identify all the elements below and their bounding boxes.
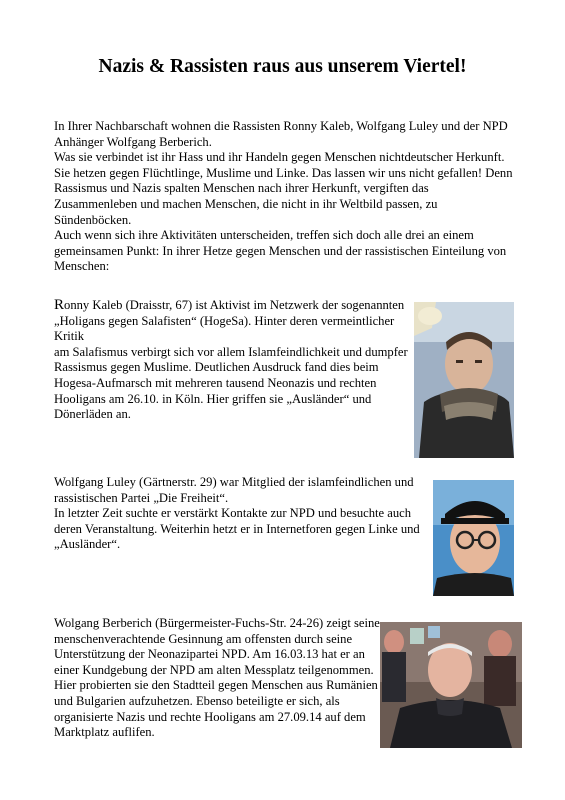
person-text: am Salafismus verbirgt sich vor allem Islamfeindlichkeit und dumpfer Rassismus gegen Muslime. Deutlichen Ausdruck fand dies beim Hogesa-Aufmarsch mit mehreren tausend Neonazis und rechten Hooligans am 26.10. in Köln. Hier griffen sie „Ausländer“ und Dönerläden an. (54, 344, 408, 422)
intro-paragraph: Auch wenn sich ihre Aktivitäten unterscheiden, treffen sich doch alle drei an einem gemeinsamen Punkt: In ihrer Hetze gegen Menschen und der rassistischen Einteilung von Menschen: (54, 228, 507, 274)
person-text-part: onny Kaleb (Draisstr, 67) ist Aktivist im Netzwerk der sogenannten „Holigans gegen Salafisten“ (HogeSa). Hinter deren vermeintlicher Kritik (54, 298, 405, 344)
photo-luley (433, 480, 514, 596)
person-text: In letzter Zeit suchte er verstärkt Kontakte zur NPD und besuchte auch deren Veranstaltung. Weiterhin hetzt er in Internetforen gegen Linke und „Ausländer“. (54, 506, 420, 552)
intro-paragraph: Was sie verbindet ist ihr Hass und ihr Handeln gegen Menschen nichtdeutscher Herkunft. Sie hetzen gegen Flüchtlinge, Muslime und Linke. Das lassen wir uns nicht gefallen! Denn Rassismus und Nazis spalten Menschen nach ihrer Herkunft, vergiften das Zusammenleben und machen Menschen, die nicht in ihr Weltbild passen, zu Sündenböcken. (54, 150, 513, 227)
photo-kaleb (414, 302, 514, 458)
person-text: Wolgang Berberich (Bürgermeister-Fuchs-Str. 24-26) zeigt seine menschenverachtende Gesinnung am offensten durch seine Unterstützung der Neonazipartei NPD. Am 16.03.13 hat er an einer Kundgebung der NPD am alten Messplatz teilgenommen. Hier probierten sie den Stadtteil gegen Menschen aus Rumänien und Bulgarien aufzuhetzen. Ebenso beteiligte er sich, als organisierte Nazis und rechte Hooligans am 27.09.14 auf dem Marktplatz auflifen. (54, 616, 380, 740)
person-section-berberich (54, 616, 384, 741)
person-text: Wolfgang Luley (Gärtnerstr. 29) war Mitglied der islamfeindlichen und rassistischen Partei „Die Freiheit“. (54, 475, 414, 505)
page-title: Nazis & Rassisten raus aus unserem Viertel! (98, 56, 467, 77)
photo-berberich (380, 622, 522, 748)
person-section-luley (54, 475, 420, 553)
intro-paragraph: In Ihrer Nachbarschaft wohnen die Rassisten Ronny Kaleb, Wolfgang Luley und der NPD Anhänger Wolfgang Berberich. (54, 119, 508, 149)
intro-text (54, 119, 514, 275)
person-section-kaleb (54, 298, 410, 423)
person-text (54, 298, 410, 345)
drop-cap: R (54, 297, 65, 313)
